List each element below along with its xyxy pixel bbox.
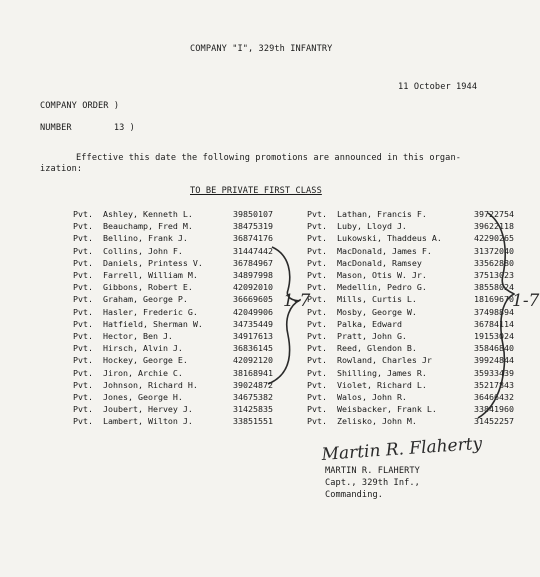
soldier-name: Gibbons, Robert E. <box>103 282 193 293</box>
soldier-name: Lambert, Wilton J. <box>103 416 193 427</box>
serial-number: 34735449 <box>233 318 273 329</box>
serial-number: 39924844 <box>474 355 514 366</box>
intro-line-2: ization: <box>40 164 83 174</box>
soldier-name: Hirsch, Alvin J. <box>103 343 183 354</box>
soldier-name: MacDonald, Ramsey <box>337 257 422 268</box>
soldier-name: Medellin, Pedro G. <box>337 282 427 293</box>
rank-label: Pvt. <box>307 233 327 244</box>
rank-label: Pvt. <box>73 257 93 268</box>
rank-label: Pvt. <box>307 294 327 305</box>
rank-label: Pvt. <box>73 270 93 281</box>
right-brace-icon <box>478 213 514 418</box>
rank-label: Pvt. <box>73 318 93 329</box>
rank-label: Pvt. <box>307 270 327 281</box>
serial-number: 39024872 <box>233 379 273 390</box>
soldier-name: Palka, Edward <box>337 318 402 329</box>
rank-label: Pvt. <box>307 209 327 220</box>
soldier-name: Walos, John R. <box>337 391 407 402</box>
soldier-name: Shilling, James R. <box>337 367 427 378</box>
order-date: 11 October 1944 <box>398 82 478 92</box>
soldier-name: Mosby, George W. <box>337 306 417 317</box>
serial-number: 36836145 <box>233 343 273 354</box>
serial-number: 33841960 <box>474 404 514 415</box>
soldier-name: Daniels, Printess V. <box>103 257 203 268</box>
document-title: COMPANY "I", 329th INFANTRY <box>190 44 333 54</box>
serial-number: 42092120 <box>233 355 273 366</box>
rank-label: Pvt. <box>307 367 327 378</box>
rank-label: Pvt. <box>73 379 93 390</box>
serial-number: 31425835 <box>233 404 273 415</box>
soldier-name: Mills, Curtis L. <box>337 294 417 305</box>
rank-label: Pvt. <box>307 318 327 329</box>
serial-number: 38558024 <box>474 282 514 293</box>
serial-number: 34917613 <box>233 330 273 341</box>
serial-number: 36784967 <box>233 257 273 268</box>
soldier-name: Violet, Richard L. <box>337 379 427 390</box>
soldier-name: Mason, Otis W. Jr. <box>337 270 427 281</box>
rank-label: Pvt. <box>73 416 93 427</box>
left-mark-text: 1-7 <box>283 291 311 311</box>
soldier-name: Lukowski, Thaddeus A. <box>337 233 442 244</box>
serial-number: 33562880 <box>474 257 514 268</box>
serial-number: 39850107 <box>233 209 273 220</box>
rank-label: Pvt. <box>73 306 93 317</box>
soldier-name: Pratt, John G. <box>337 330 407 341</box>
serial-number: 31447442 <box>233 245 273 256</box>
rank-label: Pvt. <box>73 282 93 293</box>
serial-number: 34675382 <box>233 391 273 402</box>
rank-label: Pvt. <box>307 282 327 293</box>
soldier-name: Graham, George P. <box>103 294 188 305</box>
serial-number: 19153024 <box>474 330 514 341</box>
serial-number: 36466432 <box>474 391 514 402</box>
soldier-name: Bellino, Frank J. <box>103 233 188 244</box>
signer-role: Commanding. <box>325 490 384 500</box>
rank-label: Pvt. <box>307 404 327 415</box>
serial-number: 37513023 <box>474 270 514 281</box>
rank-label: Pvt. <box>73 343 93 354</box>
serial-number: 42290265 <box>474 233 514 244</box>
rank-label: Pvt. <box>307 221 327 232</box>
rank-label: Pvt. <box>307 330 327 341</box>
handwritten-signature: Martin R. Flaherty <box>320 433 483 465</box>
soldier-name: MacDonald, James F. <box>337 245 432 256</box>
company-order-label: COMPANY ORDER ) <box>40 101 120 111</box>
soldier-name: Joubert, Hervey J. <box>103 404 193 415</box>
rank-label: Pvt. <box>307 245 327 256</box>
rank-label: Pvt. <box>73 367 93 378</box>
soldier-name: Hector, Ben J. <box>103 330 173 341</box>
soldier-name: Ashley, Kenneth L. <box>103 209 193 220</box>
number-value: 13 ) <box>113 123 135 133</box>
soldier-name: Hockey, George E. <box>103 355 188 366</box>
section-heading: TO BE PRIVATE FIRST CLASS <box>190 186 322 196</box>
serial-number: 37498894 <box>474 306 514 317</box>
serial-number: 36874176 <box>233 233 273 244</box>
rank-label: Pvt. <box>73 221 93 232</box>
number-label: NUMBER <box>40 123 72 133</box>
rank-label: Pvt. <box>73 330 93 341</box>
rank-label: Pvt. <box>307 416 327 427</box>
serial-number: 39622118 <box>474 221 514 232</box>
serial-number: 35217843 <box>474 379 514 390</box>
soldier-name: Beauchamp, Fred M. <box>103 221 193 232</box>
rank-label: Pvt. <box>307 391 327 402</box>
serial-number: 18169670 <box>474 294 514 305</box>
serial-number: 34897998 <box>233 270 273 281</box>
signer-name: MARTIN R. FLAHERTY <box>325 466 420 476</box>
rank-label: Pvt. <box>73 209 93 220</box>
soldier-name: Jones, George H. <box>103 391 183 402</box>
rank-label: Pvt. <box>307 306 327 317</box>
soldier-name: Jiron, Archie C. <box>103 367 183 378</box>
rank-label: Pvt. <box>307 355 327 366</box>
soldier-name: Farrell, William M. <box>103 270 198 281</box>
soldier-name: Zelisko, John M. <box>337 416 417 427</box>
soldier-name: Collins, John F. <box>103 245 183 256</box>
intro-line-1: Effective this date the following promotions are announced in this organ- <box>76 153 461 163</box>
signer-title: Capt., 329th Inf., <box>325 478 420 488</box>
rank-label: Pvt. <box>307 257 327 268</box>
rank-label: Pvt. <box>73 233 93 244</box>
soldier-name: Luby, Lloyd J. <box>337 221 407 232</box>
left-brace-icon <box>268 247 300 384</box>
rank-label: Pvt. <box>307 343 327 354</box>
serial-number: 38168941 <box>233 367 273 378</box>
soldier-name: Reed, Glendon B. <box>337 343 417 354</box>
soldier-name: Johnson, Richard H. <box>103 379 198 390</box>
serial-number: 35933439 <box>474 367 514 378</box>
serial-number: 36784114 <box>474 318 514 329</box>
serial-number: 31372040 <box>474 245 514 256</box>
rank-label: Pvt. <box>73 294 93 305</box>
soldier-name: Hasler, Frederic G. <box>103 306 198 317</box>
rank-label: Pvt. <box>73 391 93 402</box>
serial-number: 36669605 <box>233 294 273 305</box>
rank-label: Pvt. <box>73 245 93 256</box>
serial-number: 33851551 <box>233 416 273 427</box>
rank-label: Pvt. <box>307 379 327 390</box>
serial-number: 39722754 <box>474 209 514 220</box>
serial-number: 42092010 <box>233 282 273 293</box>
soldier-name: Rowland, Charles Jr <box>337 355 432 366</box>
rank-label: Pvt. <box>73 404 93 415</box>
soldier-name: Hatfield, Sherman W. <box>103 318 203 329</box>
soldier-name: Weisbacker, Frank L. <box>337 404 437 415</box>
serial-number: 38475319 <box>233 221 273 232</box>
rank-label: Pvt. <box>73 355 93 366</box>
soldier-name: Lathan, Francis F. <box>337 209 427 220</box>
right-mark-text: 1-7 <box>512 291 540 311</box>
serial-number: 35846840 <box>474 343 514 354</box>
serial-number: 42049906 <box>233 306 273 317</box>
serial-number: 31452257 <box>474 416 514 427</box>
